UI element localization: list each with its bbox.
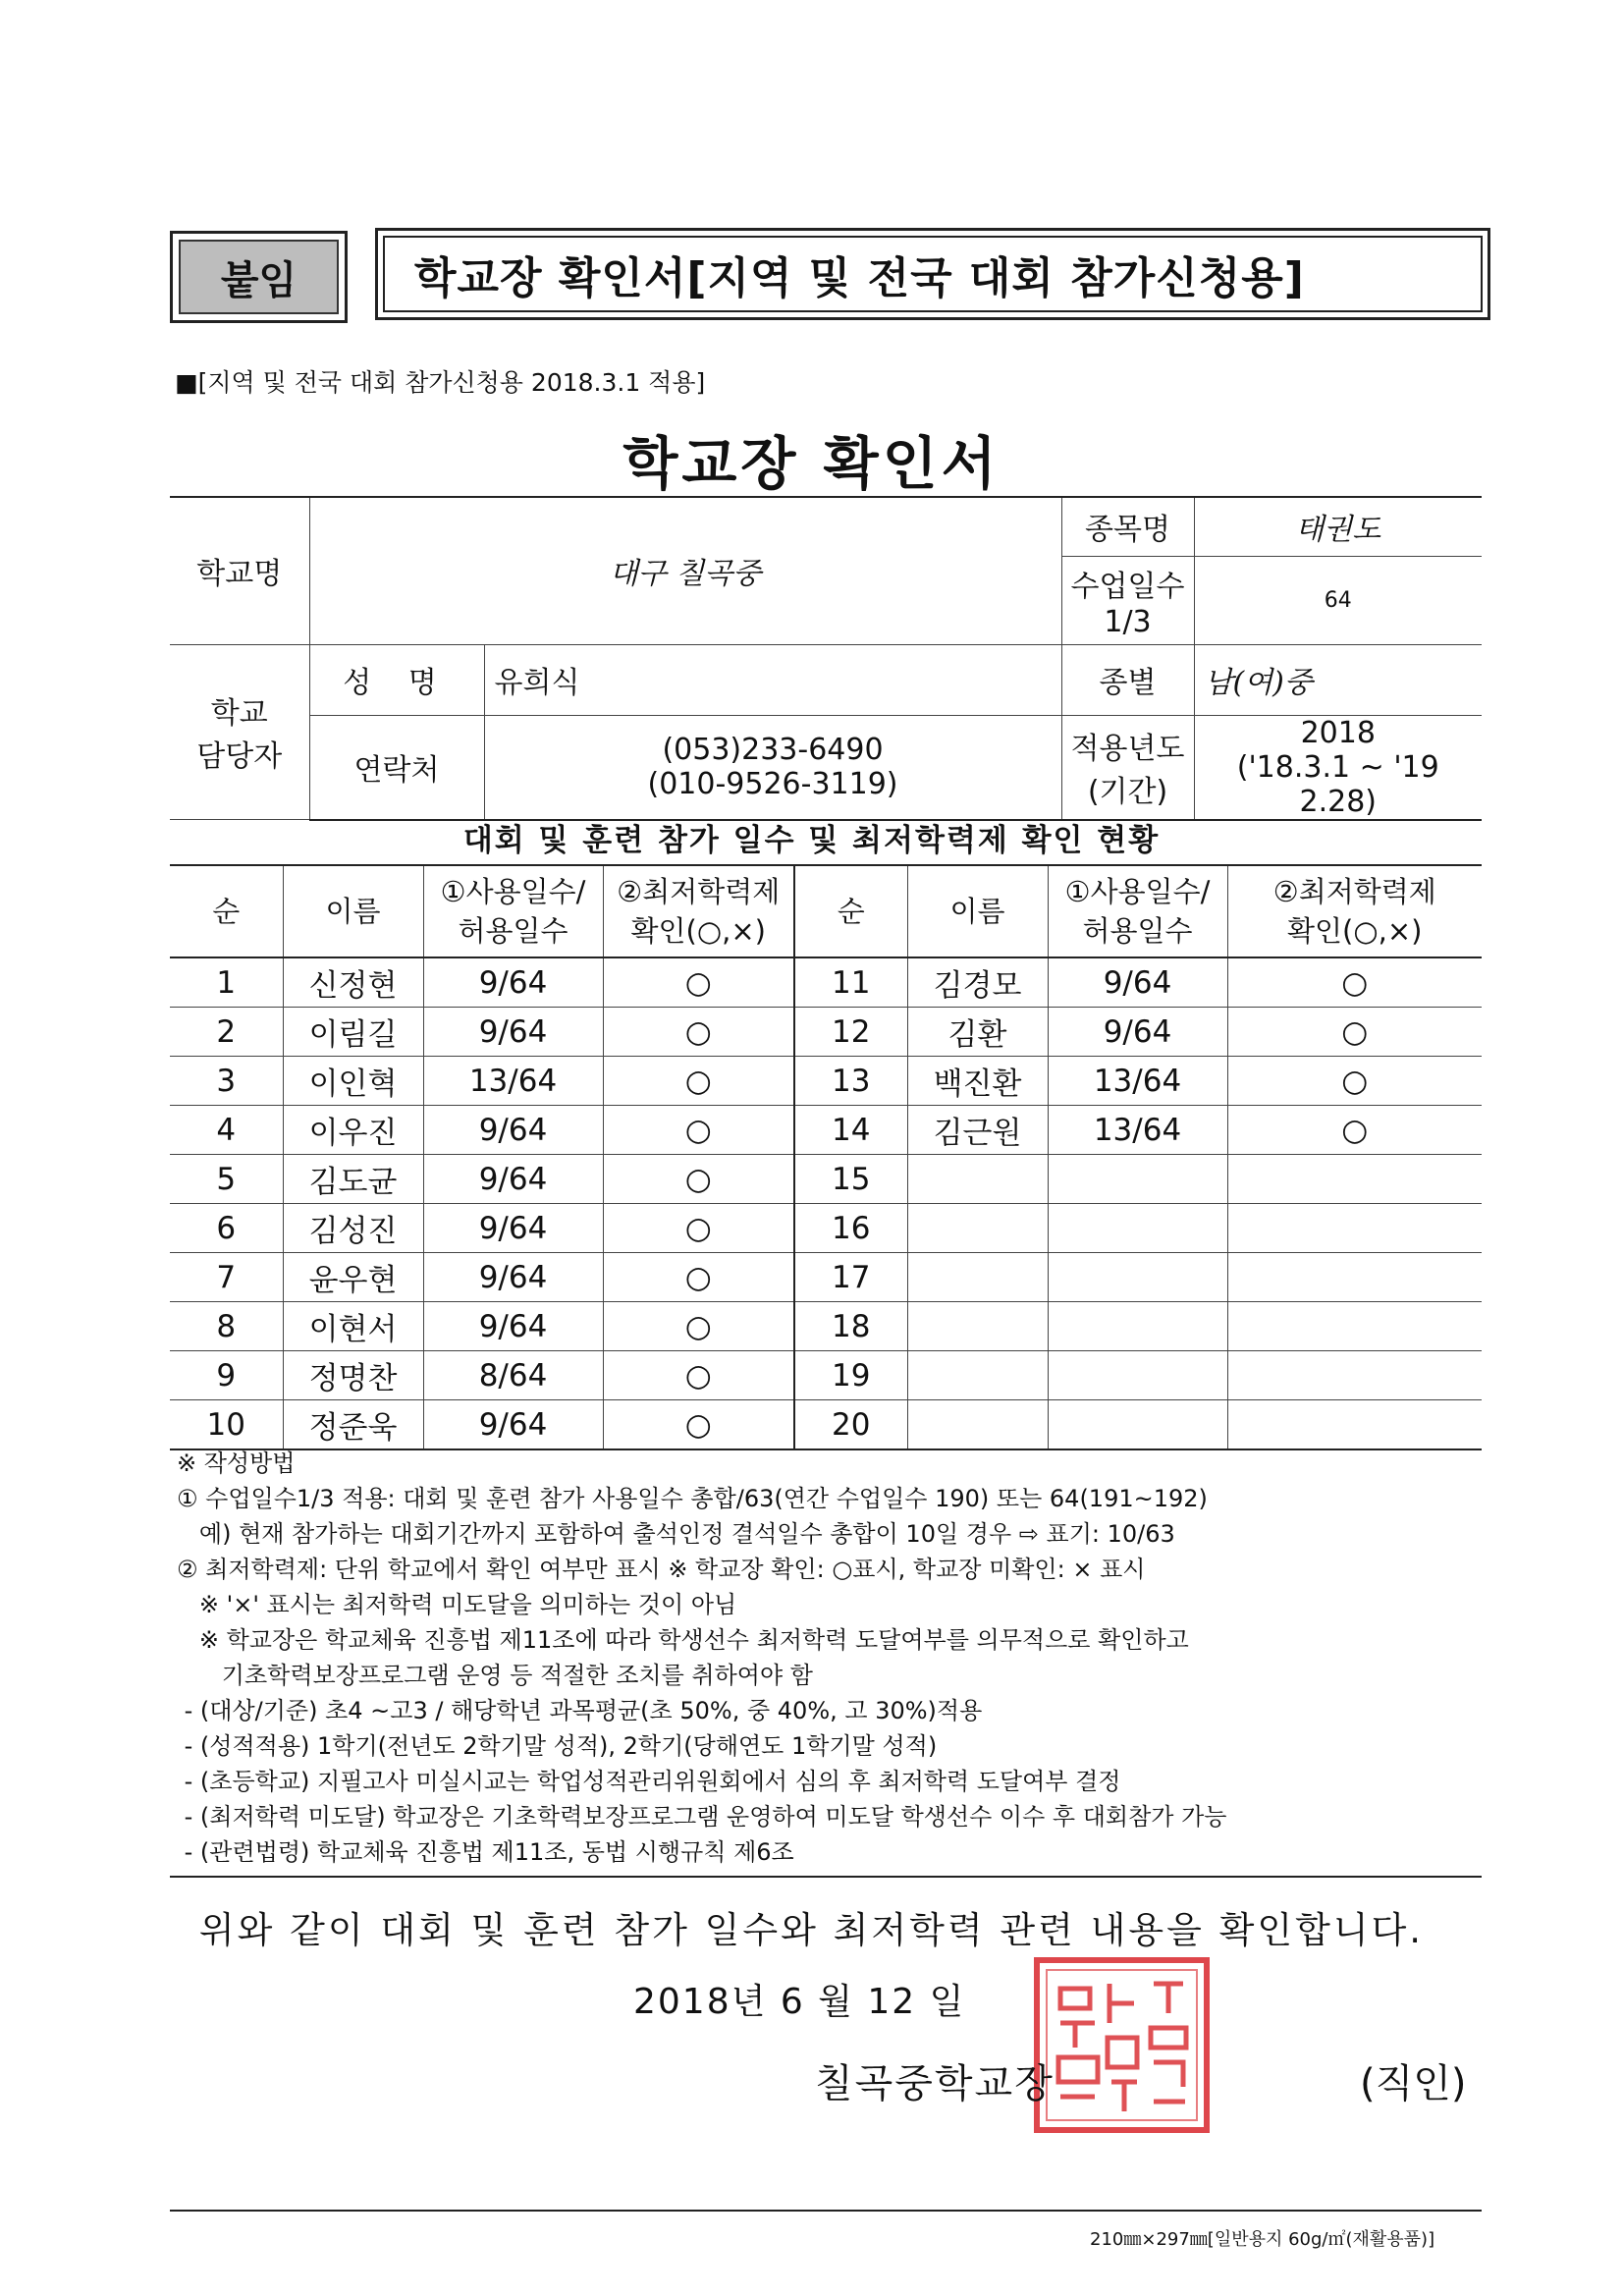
table-row <box>170 1400 1482 1450</box>
class-days-value: 64 <box>1194 556 1482 644</box>
header-name-right: 이름 <box>907 865 1048 957</box>
table-row <box>170 1351 1482 1400</box>
instruction-line: - (관련법령) 학교체육 진흥법 제11조, 동법 시행규칙 제6조 <box>177 1838 794 1866</box>
year-value-line2: ('18.3.1 ~ '19 2.28) <box>1236 749 1439 819</box>
class-days-label-line2: 1/3 <box>1104 604 1152 639</box>
seal-note: (직인) <box>1360 2061 1467 2106</box>
row-name-right: 백진환 <box>907 1057 1048 1106</box>
row-check: ○ <box>603 1400 794 1450</box>
row-name: 이인혁 <box>283 1057 423 1106</box>
instruction-line: 기초학력보장프로그램 운영 등 적절한 조치를 취하여야 함 <box>177 1662 813 1689</box>
table-row <box>170 1155 1482 1204</box>
instruction-line: ※ 학교장은 학교체육 진흥법 제11조에 따라 학생선수 최저학력 도달여부를 의무적으로 확인하고 <box>177 1626 1189 1654</box>
row-no-right: 17 <box>794 1253 907 1302</box>
header-days-right-line2: 허용일수 <box>1082 914 1193 948</box>
row-name-right <box>907 1351 1048 1400</box>
school-name-value: 대구 칠곡중 <box>309 497 1061 644</box>
row-name-right <box>907 1302 1048 1351</box>
row-check: ○ <box>603 1106 794 1155</box>
header-days-right-line1: ①사용일수/ <box>1064 875 1211 908</box>
table-row <box>170 1204 1482 1253</box>
row-name: 윤우현 <box>283 1253 423 1302</box>
row-no: 2 <box>170 1008 283 1057</box>
row-days: 9/64 <box>423 1008 603 1057</box>
row-check-right <box>1227 1253 1482 1302</box>
row-name-right: 김근원 <box>907 1106 1048 1155</box>
school-name-label: 학교명 <box>170 497 309 644</box>
row-name: 정명찬 <box>283 1351 423 1400</box>
writing-instructions <box>177 1446 1483 1870</box>
header-days-right <box>1048 865 1227 957</box>
official-seal-stamp <box>1031 1954 1213 2136</box>
row-check: ○ <box>603 1057 794 1106</box>
row-no-right: 13 <box>794 1057 907 1106</box>
header-days <box>423 865 603 957</box>
row-days-right <box>1048 1400 1227 1450</box>
category-value: 남(여)중 <box>1194 644 1482 715</box>
applicability-note: ■[지역 및 전국 대회 참가신청용 2018.3.1 적용] <box>175 368 706 397</box>
row-check-right <box>1227 1155 1482 1204</box>
row-days: 9/64 <box>423 1106 603 1155</box>
principal-signature-line: 칠곡중학교장 <box>815 2061 1055 2106</box>
attachment-badge <box>170 231 348 323</box>
table-header-row <box>170 865 1482 957</box>
category-label: 종별 <box>1061 644 1194 715</box>
year-label <box>1061 715 1194 820</box>
row-check: ○ <box>603 1155 794 1204</box>
row-no-right: 16 <box>794 1204 907 1253</box>
row-days: 9/64 <box>423 1155 603 1204</box>
header-check-line1: ②최저학력제 <box>617 875 781 908</box>
row-days: 9/64 <box>423 1253 603 1302</box>
event-label: 종목명 <box>1061 497 1194 556</box>
row-days: 9/64 <box>423 1400 603 1450</box>
row-no-right: 20 <box>794 1400 907 1450</box>
contact-value <box>484 715 1061 820</box>
row-name-right <box>907 1400 1048 1450</box>
row-no: 4 <box>170 1106 283 1155</box>
row-days: 9/64 <box>423 957 603 1008</box>
class-days-label <box>1061 556 1194 644</box>
row-check-right <box>1227 1400 1482 1450</box>
instruction-line: ① 수업일수1/3 적용: 대회 및 훈련 참가 사용일수 총합/63(연간 수업일수 190) 또는 64(191~192) <box>177 1485 1208 1512</box>
instruction-line: ② 최저학력제: 단위 학교에서 확인 여부만 표시 ※ 학교장 확인: ○표시, 학교장 미확인: × 표시 <box>177 1556 1146 1583</box>
issue-date: 2018년 6 월 12 일 <box>633 1982 966 2022</box>
table-row <box>170 1253 1482 1302</box>
year-value-line1: 2018 <box>1300 715 1376 750</box>
instruction-line: ※ 작성방법 <box>177 1449 296 1477</box>
row-check-right: ○ <box>1227 1008 1482 1057</box>
row-no: 1 <box>170 957 283 1008</box>
table-row <box>170 957 1482 1008</box>
header-no-right: 순 <box>794 865 907 957</box>
row-check-right: ○ <box>1227 1057 1482 1106</box>
contact-label: 연락처 <box>309 715 484 820</box>
instruction-line: - (최저학력 미도달) 학교장은 기초학력보장프로그램 운영하여 미도달 학생선수 이수 후 대회참가 가능 <box>177 1803 1227 1831</box>
contact-phone-office: (053)233-6490 <box>662 733 884 767</box>
confirmation-statement: 위와 같이 대회 및 훈련 참가 일수와 최저학력 관련 내용을 확인합니다. <box>198 1909 1425 1951</box>
row-check: ○ <box>603 1204 794 1253</box>
participants-table <box>170 864 1482 1450</box>
row-no-right: 19 <box>794 1351 907 1400</box>
year-value <box>1194 715 1482 820</box>
event-value: 태권도 <box>1194 497 1482 556</box>
row-name: 김성진 <box>283 1204 423 1253</box>
row-check-right <box>1227 1351 1482 1400</box>
section-title: 대회 및 훈련 참가 일수 및 최저학력제 확인 현황 <box>462 823 1161 858</box>
instruction-line: 예) 현재 참가하는 대회기간까지 포함하여 출석인정 결석일수 총합이 10일 경우 ⇨ 표기: 10/63 <box>177 1520 1175 1548</box>
row-days-right <box>1048 1253 1227 1302</box>
row-check: ○ <box>603 1008 794 1057</box>
row-no: 3 <box>170 1057 283 1106</box>
paper-spec-footer: 210㎜×297㎜[일반용지 60g/㎡(재활용품)] <box>1090 2229 1435 2250</box>
row-check: ○ <box>603 1351 794 1400</box>
table-row <box>170 1106 1482 1155</box>
row-name-right: 김경모 <box>907 957 1048 1008</box>
contact-phone-mobile: (010-9526-3119) <box>647 767 898 801</box>
year-label-line1: 적용년도 <box>1070 732 1185 766</box>
row-check-right: ○ <box>1227 1106 1482 1155</box>
row-check-right: ○ <box>1227 957 1482 1008</box>
row-days: 13/64 <box>423 1057 603 1106</box>
row-no: 6 <box>170 1204 283 1253</box>
row-days-right: 13/64 <box>1048 1057 1227 1106</box>
row-days-right <box>1048 1302 1227 1351</box>
row-days-right <box>1048 1155 1227 1204</box>
row-name: 이우진 <box>283 1106 423 1155</box>
header-check <box>603 865 794 957</box>
row-check: ○ <box>603 1302 794 1351</box>
row-days-right <box>1048 1351 1227 1400</box>
year-label-line2: (기간) <box>1087 775 1168 809</box>
header-title-box <box>375 228 1490 320</box>
row-no: 7 <box>170 1253 283 1302</box>
header-check-right <box>1227 865 1482 957</box>
divider-top <box>170 1876 1482 1878</box>
row-days: 9/64 <box>423 1204 603 1253</box>
table-row <box>170 1008 1482 1057</box>
row-name: 정준욱 <box>283 1400 423 1450</box>
class-days-label-line1: 수업일수 <box>1070 569 1185 604</box>
manager-label <box>170 644 309 820</box>
header-check-right-line2: 확인(○,×) <box>1287 914 1423 948</box>
header-check-right-line1: ②최저학력제 <box>1272 875 1436 908</box>
header-name: 이름 <box>283 865 423 957</box>
manager-name-label: 성 명 <box>309 644 484 715</box>
header-days-line2: 허용일수 <box>458 914 568 948</box>
row-check: ○ <box>603 1253 794 1302</box>
row-days-right <box>1048 1204 1227 1253</box>
row-no-right: 15 <box>794 1155 907 1204</box>
row-name-right: 김환 <box>907 1008 1048 1057</box>
header-no: 순 <box>170 865 283 957</box>
row-days-right: 9/64 <box>1048 1008 1227 1057</box>
school-info-table <box>170 496 1482 821</box>
row-name-right <box>907 1204 1048 1253</box>
manager-label-line2: 담당자 <box>196 739 283 775</box>
row-no-right: 18 <box>794 1302 907 1351</box>
row-name-right <box>907 1253 1048 1302</box>
instruction-line: - (성적적용) 1학기(전년도 2학기말 성적), 2학기(당해연도 1학기말 성적) <box>177 1732 938 1760</box>
row-no-right: 12 <box>794 1008 907 1057</box>
row-no: 5 <box>170 1155 283 1204</box>
page-title: 학교장 확인서 <box>622 430 1001 497</box>
manager-label-line1: 학교 <box>210 696 268 732</box>
row-check: ○ <box>603 957 794 1008</box>
row-no: 10 <box>170 1400 283 1450</box>
row-name: 신정현 <box>283 957 423 1008</box>
row-days-right: 13/64 <box>1048 1106 1227 1155</box>
row-no: 9 <box>170 1351 283 1400</box>
row-no: 8 <box>170 1302 283 1351</box>
manager-name-value: 유희식 <box>484 644 1061 715</box>
attachment-label: 붙임 <box>179 240 339 314</box>
instruction-line: - (초등학교) 지필고사 미실시교는 학업성적관리위원회에서 심의 후 최저학력 도달여부 결정 <box>177 1768 1121 1795</box>
header-check-line2: 확인(○,×) <box>630 914 766 948</box>
table-row <box>170 1302 1482 1351</box>
row-check-right <box>1227 1204 1482 1253</box>
row-no-right: 11 <box>794 957 907 1008</box>
header-days-line1: ①사용일수/ <box>440 875 586 908</box>
instruction-line: ※ '×' 표시는 최저학력 미도달을 의미하는 것이 아님 <box>177 1591 737 1618</box>
row-name: 김도균 <box>283 1155 423 1204</box>
row-no-right: 14 <box>794 1106 907 1155</box>
row-check-right <box>1227 1302 1482 1351</box>
row-days-right: 9/64 <box>1048 957 1227 1008</box>
row-days: 8/64 <box>423 1351 603 1400</box>
divider-bottom <box>170 2210 1482 2212</box>
instruction-line: - (대상/기준) 초4 ~고3 / 해당학년 과목평균(초 50%, 중 40%, 고 30%)적용 <box>177 1697 983 1724</box>
row-name-right <box>907 1155 1048 1204</box>
table-row <box>170 1057 1482 1106</box>
header-title: 학교장 확인서[지역 및 전국 대회 참가신청용] <box>383 236 1483 312</box>
row-name: 이림길 <box>283 1008 423 1057</box>
row-name: 이현서 <box>283 1302 423 1351</box>
row-days: 9/64 <box>423 1302 603 1351</box>
